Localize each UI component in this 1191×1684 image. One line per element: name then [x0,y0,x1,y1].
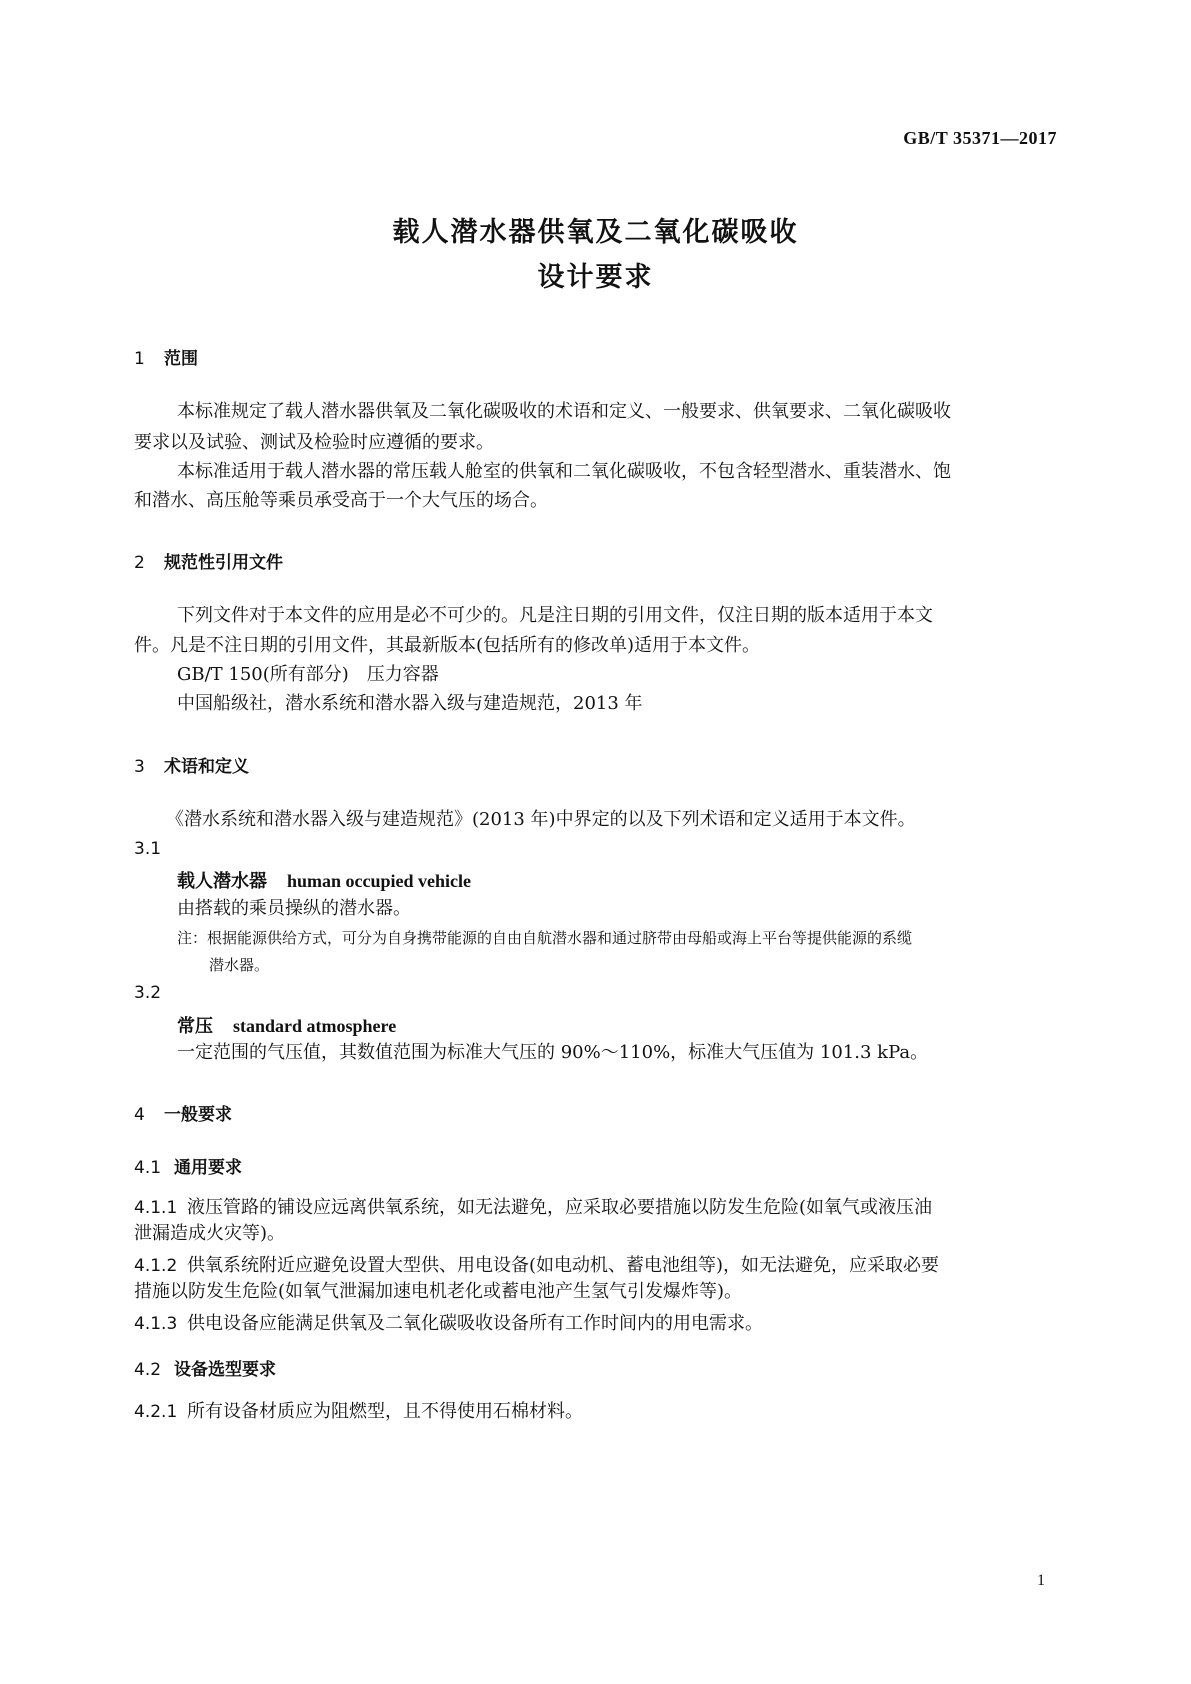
document-title-line1: 载人潜水器供氧及二氧化碳吸收 [392,217,799,248]
subsection-title: 通用要求 [174,1158,242,1178]
term-entry [177,867,471,893]
clause-number: 4.1.3 [134,1314,178,1334]
paragraph: 和潜水、高压舱等乘员承受高于一个大气压的场合。 [134,490,548,511]
clause-text: 液压管路的铺设应远离供氧系统，如无法避免，应采取必要措施以防发生危险(如氧气或液压油 [187,1197,933,1218]
section-4-heading [134,1100,232,1125]
term-note: 注：根据能源供给方式，可分为自身携带能源的自由自航潜水器和通过脐带由母船或海上平台等提供能源的系缆 [177,929,913,947]
page-number: 1 [1037,1572,1045,1589]
reference-item: 中国船级社，潜水系统和潜水器入级与建造规范，2013 年 [177,693,643,714]
term-definition: 一定范围的气压值，其数值范围为标准大气压的 90%～110%，标准大气压值为 101.3 kPa。 [177,1042,929,1063]
section-title: 规范性引用文件 [164,553,283,573]
subsection-number: 4.1 [134,1158,162,1178]
clause-4-1-3 [134,1309,763,1335]
term-english: human occupied vehicle [287,871,472,891]
subsection-4-2-heading [134,1355,276,1380]
document-title-line2: 设计要求 [537,262,654,293]
section-1-heading [134,344,198,369]
clause-text: 供氧系统附近应避免设置大型供、用电设备(如电动机、蓄电池组等)，如无法避免，应采取必要 [187,1255,940,1276]
section-number: 4 [134,1105,145,1125]
term-entry [177,1012,396,1038]
section-number: 2 [134,553,145,573]
term-english: standard atmosphere [233,1016,397,1036]
paragraph: 泄漏造成火灾等)。 [134,1223,286,1244]
clause-number: 4.2.1 [134,1402,178,1422]
section-number: 1 [134,349,145,369]
clause-4-1-1 [134,1193,932,1219]
clause-text: 所有设备材质应为阻燃型，且不得使用石棉材料。 [187,1401,583,1422]
subsection-title: 设备选型要求 [174,1360,276,1380]
term-note: 潜水器。 [209,956,270,974]
term-number: 3.2 [134,983,162,1003]
paragraph: 《潜水系统和潜水器入级与建造规范》(2013 年)中界定的以及下列术语和定义适用于本文件。 [166,809,916,830]
paragraph: 下列文件对于本文件的应用是必不可少的。凡是注日期的引用文件，仅注日期的版本适用于本文 [177,605,933,626]
paragraph: 本标准规定了载人潜水器供氧及二氧化碳吸收的术语和定义、一般要求、供氧要求、二氧化碳吸收 [177,401,951,422]
clause-number: 4.1.2 [134,1256,178,1276]
standard-number: GB/T 35371—2017 [903,128,1057,148]
term-definition: 由搭载的乘员操纵的潜水器。 [177,898,411,919]
reference-item: GB/T 150(所有部分) 压力容器 [177,664,439,685]
section-number: 3 [134,757,145,777]
term-chinese: 常压 [177,1016,213,1037]
section-3-heading [134,752,249,777]
paragraph: 要求以及试验、测试及检验时应遵循的要求。 [134,432,494,453]
term-chinese: 载人潜水器 [177,871,267,892]
section-title: 术语和定义 [164,757,249,777]
clause-4-1-2 [134,1251,939,1277]
section-title: 范围 [164,349,198,369]
subsection-4-1-heading [134,1153,242,1178]
clause-number: 4.1.1 [134,1198,178,1218]
clause-4-2-1 [134,1397,583,1423]
section-title: 一般要求 [164,1105,232,1125]
clause-text: 供电设备应能满足供氧及二氧化碳吸收设备所有工作时间内的用电需求。 [187,1313,763,1334]
subsection-number: 4.2 [134,1360,162,1380]
paragraph: 措施以防发生危险(如氧气泄漏加速电机老化或蓄电池产生氢气引发爆炸等)。 [134,1281,743,1302]
paragraph: 件。凡是不注日期的引用文件，其最新版本(包括所有的修改单)适用于本文件。 [134,635,761,656]
term-number: 3.1 [134,839,162,859]
paragraph: 本标准适用于载人潜水器的常压载人舱室的供氧和二氧化碳吸收，不包含轻型潜水、重装潜水、饱 [177,461,951,482]
section-2-heading [134,548,283,573]
